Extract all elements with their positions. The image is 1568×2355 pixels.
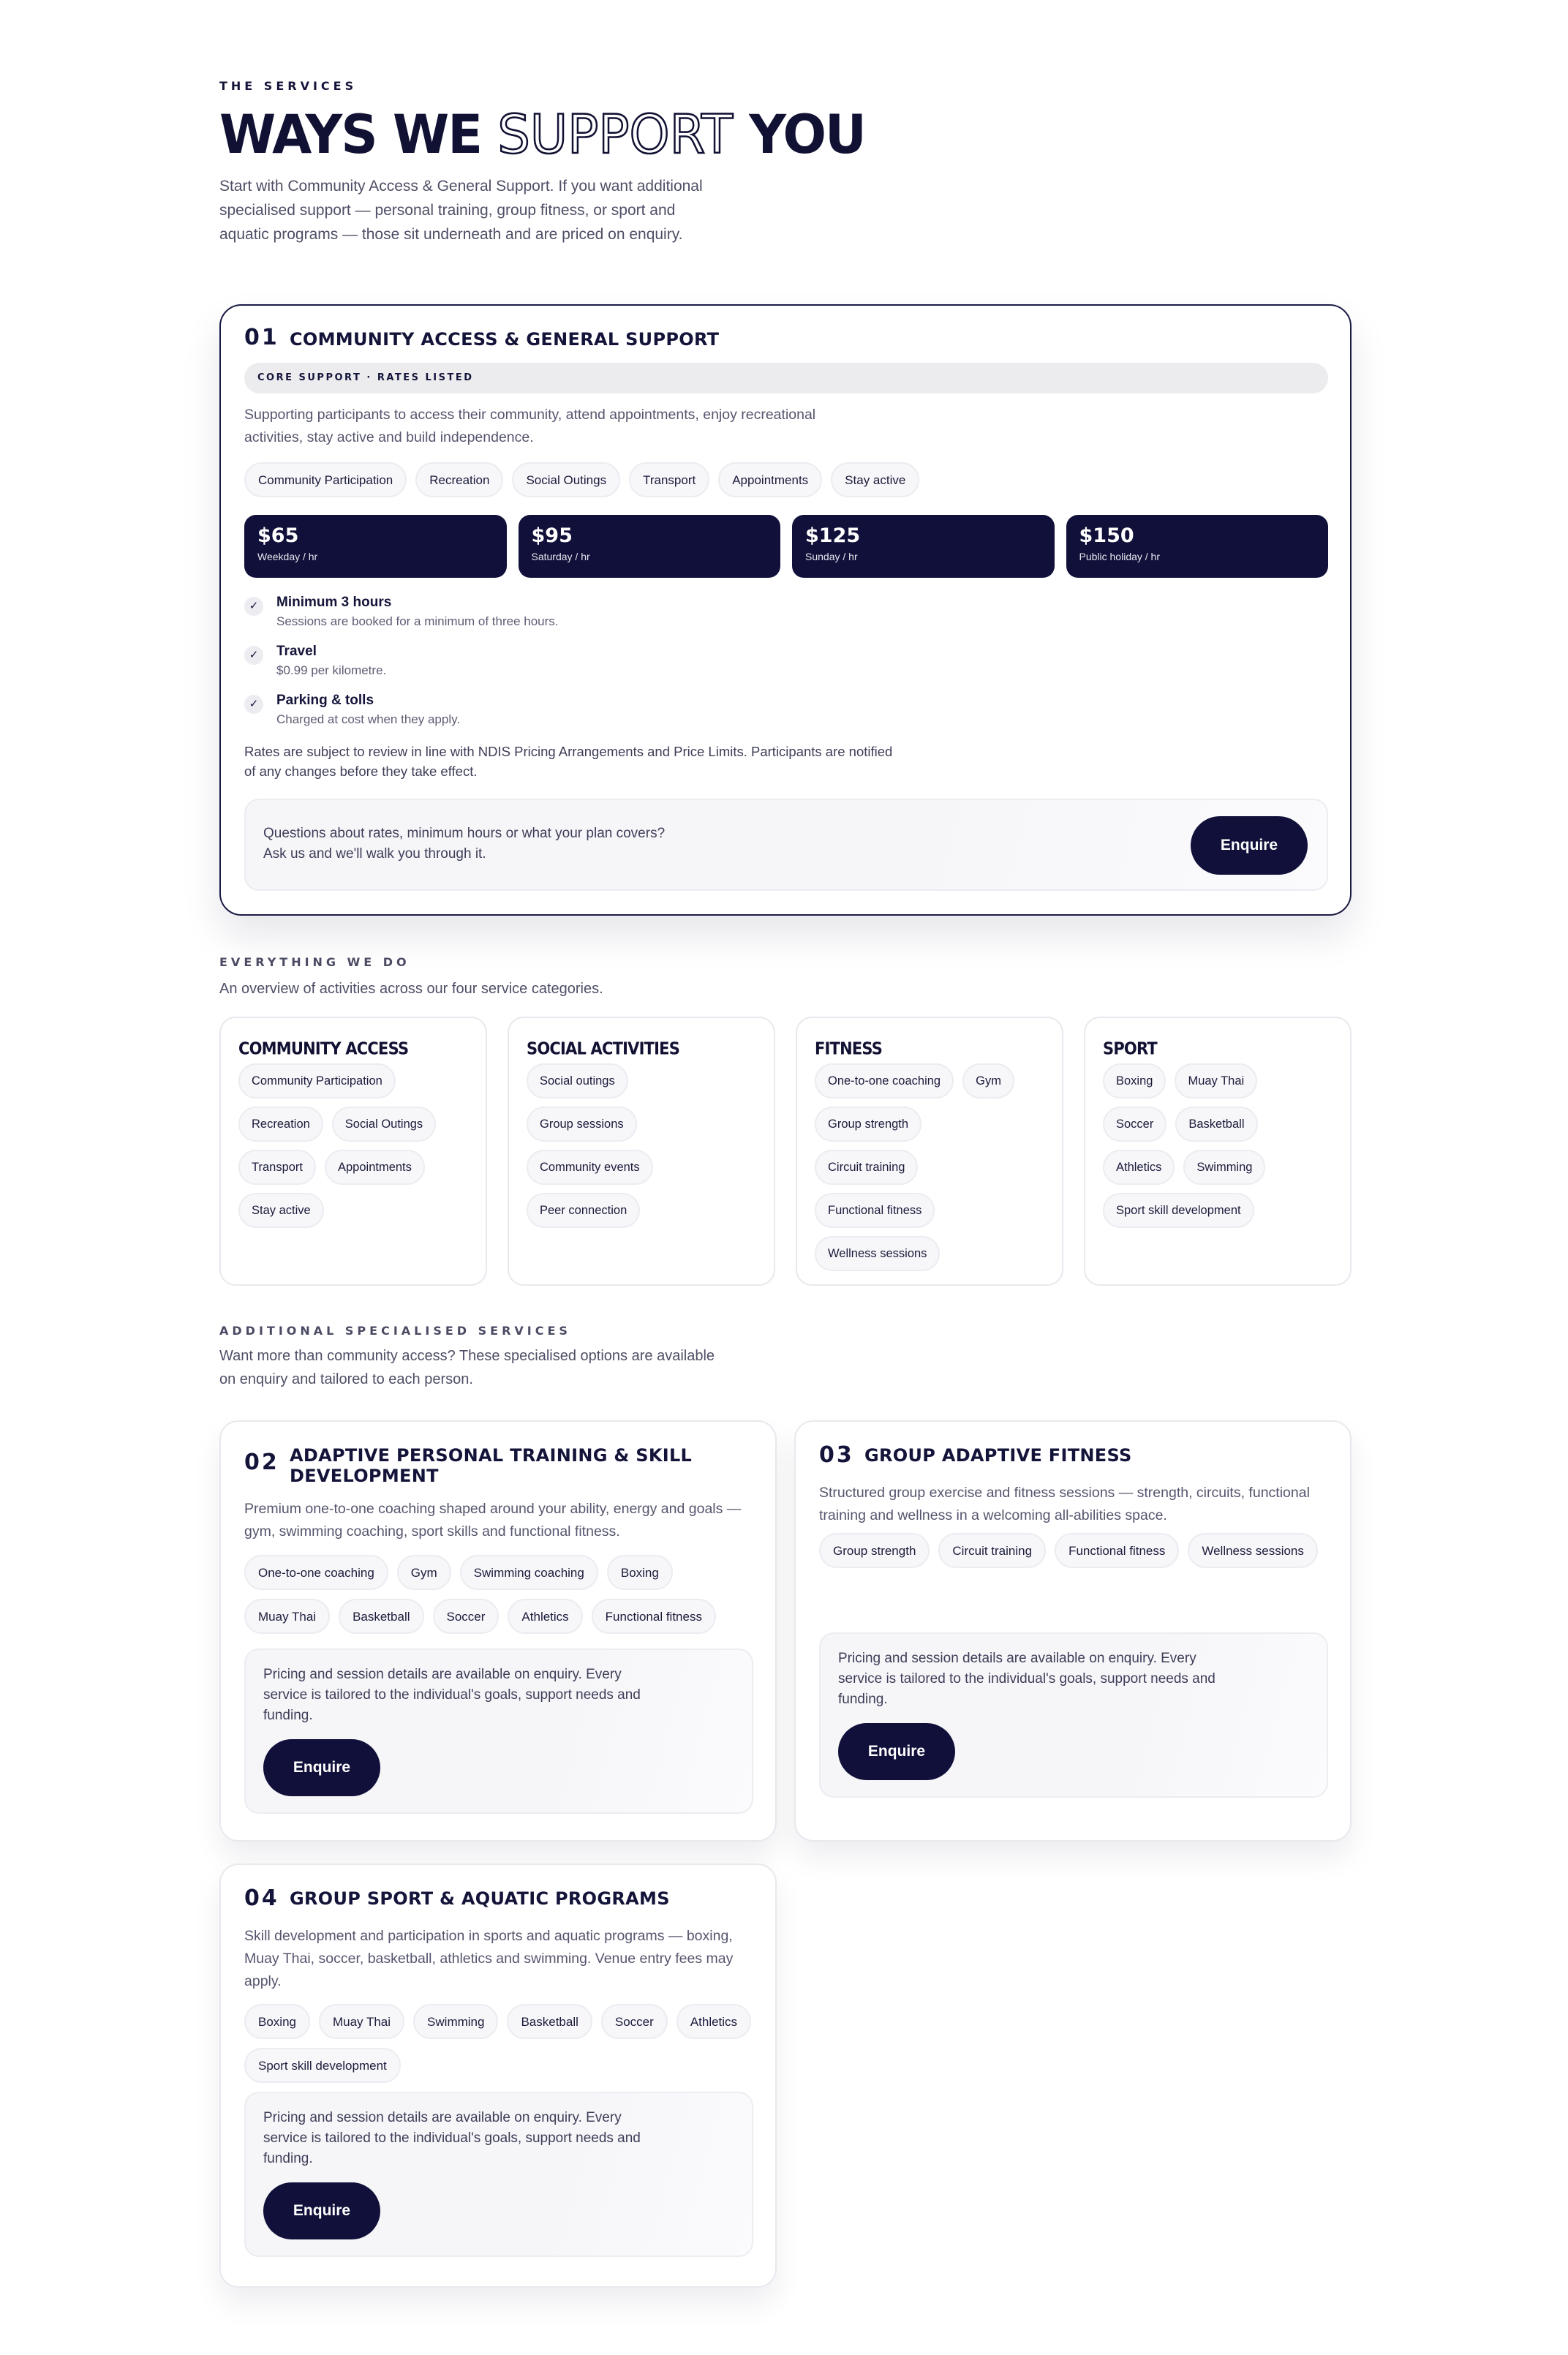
category-card-community-access xyxy=(219,1017,487,1286)
enquire-button[interactable]: Enquire xyxy=(263,1739,380,1796)
check-icon: ✓ xyxy=(244,597,263,616)
tag: Gym xyxy=(397,1555,451,1590)
enquiry-box xyxy=(244,1648,753,1814)
tag: Athletics xyxy=(676,2004,751,2039)
additional-intro: Want more than community access? These specialised options are available on enquiry and tailored to each person. xyxy=(219,1348,715,1387)
rate-tile-saturday xyxy=(519,515,781,578)
card-description: Supporting participants to access their community, attend appointments, enjoy recreational activities, stay active and build independence. xyxy=(244,407,816,445)
category-item: Community Participation xyxy=(238,1063,396,1099)
tag-list xyxy=(819,1533,1331,1568)
rate-tile-weekday xyxy=(244,515,507,578)
tag: Community Participation xyxy=(244,462,407,497)
service-card-personal-training xyxy=(219,1420,777,1842)
conditions-list xyxy=(244,592,559,739)
tag: Transport xyxy=(629,462,709,497)
title-part-outline: SUPPORT xyxy=(497,102,733,167)
category-item: Group strength xyxy=(815,1107,921,1142)
category-items xyxy=(815,1063,1056,1271)
tag-list xyxy=(244,2004,756,2083)
service-card-sport-aquatic xyxy=(219,1864,777,2288)
tag: Wellness sessions xyxy=(1188,1533,1318,1568)
category-title: FITNESS xyxy=(815,1039,883,1059)
tag: Muay Thai xyxy=(319,2004,404,2039)
category-card-fitness xyxy=(796,1017,1063,1286)
tag-list xyxy=(244,462,1268,497)
tag: Group strength xyxy=(819,1533,930,1568)
category-items xyxy=(527,1063,768,1228)
tag-list xyxy=(244,1555,756,1634)
enquiry-box xyxy=(819,1632,1328,1798)
rate-label: Public holiday / hr xyxy=(1079,551,1161,562)
category-card-social-activities xyxy=(508,1017,775,1286)
tag: Boxing xyxy=(607,1555,673,1590)
card-number: 03 xyxy=(819,1442,854,1468)
tag: Muay Thai xyxy=(244,1599,330,1634)
rate-label: Sunday / hr xyxy=(805,551,858,562)
category-item: Transport xyxy=(238,1150,316,1185)
category-item: Wellness sessions xyxy=(815,1236,940,1271)
category-items xyxy=(238,1063,480,1228)
overview-intro: An overview of activities across our four service categories. xyxy=(219,981,603,997)
section-intro: Start with Community Access & General Support. If you want additional specialised support — personal training, group fitness, or sport and aquatic programs — those sit underneath and are priced on enquiry. xyxy=(219,178,703,243)
condition-item xyxy=(244,690,559,739)
service-card-group-fitness xyxy=(794,1420,1352,1842)
tag: Basketball xyxy=(507,2004,592,2039)
category-title: COMMUNITY ACCESS xyxy=(238,1039,409,1059)
category-item: Social Outings xyxy=(332,1107,436,1142)
tag: Soccer xyxy=(601,2004,668,2039)
condition-item xyxy=(244,641,559,690)
rate-price: $65 xyxy=(257,524,299,547)
tag: Social Outings xyxy=(512,462,620,497)
tag: Sport skill development xyxy=(244,2048,401,2083)
rate-label: Saturday / hr xyxy=(531,551,590,562)
card-title: COMMUNITY ACCESS & GENERAL SUPPORT xyxy=(290,329,720,350)
condition-detail: Charged at cost when they apply. xyxy=(276,712,461,726)
category-title: SPORT xyxy=(1103,1039,1157,1059)
tag: Stay active xyxy=(831,462,919,497)
category-item: Basketball xyxy=(1175,1107,1257,1142)
category-item: One-to-one coaching xyxy=(815,1063,954,1099)
check-icon: ✓ xyxy=(244,695,263,714)
card-number: 04 xyxy=(244,1885,279,1911)
card-number: 02 xyxy=(244,1450,279,1475)
rate-tile-sunday xyxy=(792,515,1055,578)
pricing-text: Pricing and session details are available on enquiry. Every service is tailored to the individual's goals, support needs and funding. xyxy=(838,1651,1215,1707)
category-card-sport xyxy=(1084,1017,1352,1286)
category-item: Boxing xyxy=(1103,1063,1166,1099)
check-icon: ✓ xyxy=(244,646,263,665)
rate-tile-public-holiday xyxy=(1066,515,1329,578)
category-item: Circuit training xyxy=(815,1150,918,1185)
tag: Recreation xyxy=(415,462,503,497)
condition-detail: $0.99 per kilometre. xyxy=(276,663,387,677)
category-item: Stay active xyxy=(238,1193,324,1228)
pricing-text: Pricing and session details are available on enquiry. Every service is tailored to the individual's goals, support needs and funding. xyxy=(263,2110,641,2166)
tag: Appointments xyxy=(718,462,822,497)
pricing-text: Pricing and session details are available on enquiry. Every service is tailored to the individual's goals, support needs and funding. xyxy=(263,1667,641,1723)
page-title xyxy=(219,102,865,167)
rates-ribbon: CORE SUPPORT · RATES LISTED xyxy=(244,363,1328,393)
category-title: SOCIAL ACTIVITIES xyxy=(527,1039,680,1059)
category-item: Recreation xyxy=(238,1107,323,1142)
tag: One-to-one coaching xyxy=(244,1555,388,1590)
rate-price: $95 xyxy=(531,524,573,547)
category-item: Soccer xyxy=(1103,1107,1166,1142)
category-item: Muay Thai xyxy=(1175,1063,1257,1099)
card-number: 01 xyxy=(244,325,279,350)
title-part-3: YOU xyxy=(732,102,865,167)
enquiry-box xyxy=(244,799,1328,891)
card-title: GROUP ADAPTIVE FITNESS xyxy=(864,1445,1132,1466)
category-item: Community events xyxy=(527,1150,653,1185)
tag: Swimming coaching xyxy=(460,1555,598,1590)
category-item: Functional fitness xyxy=(815,1193,935,1228)
enquire-button[interactable]: Enquire xyxy=(263,2182,380,2239)
enquire-button[interactable]: Enquire xyxy=(838,1723,955,1780)
tag: Soccer xyxy=(433,1599,500,1634)
rates-note: Rates are subject to review in line with NDIS Pricing Arrangements and Price Limits. Participants are notified of any changes before they take effect. xyxy=(244,744,893,779)
condition-title: Minimum 3 hours xyxy=(276,595,392,610)
category-item: Sport skill development xyxy=(1103,1193,1254,1228)
card-description: Structured group exercise and fitness sessions — strength, circuits, functional training and wellness in a welcoming all-abilities space. xyxy=(819,1485,1310,1523)
rate-price: $150 xyxy=(1079,524,1134,547)
tag: Boxing xyxy=(244,2004,310,2039)
condition-detail: Sessions are booked for a minimum of three hours. xyxy=(276,614,559,628)
tag: Functional fitness xyxy=(1055,1533,1179,1568)
title-part-1: WAYS WE xyxy=(219,102,498,167)
category-item: Swimming xyxy=(1183,1150,1265,1185)
tag: Swimming xyxy=(413,2004,498,2039)
section-eyebrow: THE SERVICES xyxy=(219,79,358,93)
rate-label: Weekday / hr xyxy=(257,551,318,562)
core-support-card xyxy=(219,304,1352,916)
category-item: Peer connection xyxy=(527,1193,640,1228)
rate-grid xyxy=(244,515,1328,578)
tag: Functional fitness xyxy=(592,1599,716,1634)
tag: Basketball xyxy=(339,1599,423,1634)
category-item: Gym xyxy=(962,1063,1014,1099)
condition-title: Parking & tolls xyxy=(276,693,374,708)
enquiry-text: Questions about rates, minimum hours or what your plan covers? Ask us and we'll walk you through it. xyxy=(263,826,666,862)
enquiry-box xyxy=(244,2092,753,2257)
category-item: Athletics xyxy=(1103,1150,1175,1185)
additional-eyebrow: ADDITIONAL SPECIALISED SERVICES xyxy=(219,1324,571,1338)
card-description: Premium one-to-one coaching shaped around your ability, energy and goals — gym, swimming coaching, sport skills and functional fitness. xyxy=(244,1501,742,1540)
category-item: Group sessions xyxy=(527,1107,637,1142)
tag: Athletics xyxy=(508,1599,582,1634)
overview-eyebrow: EVERYTHING WE DO xyxy=(219,955,410,969)
condition-title: Travel xyxy=(276,644,317,659)
category-item: Appointments xyxy=(325,1150,425,1185)
card-title: GROUP SPORT & AQUATIC PROGRAMS xyxy=(290,1888,670,1909)
condition-item xyxy=(244,592,559,641)
category-items xyxy=(1103,1063,1344,1228)
enquire-button[interactable]: Enquire xyxy=(1191,816,1308,875)
category-item: Social outings xyxy=(527,1063,628,1099)
card-title: ADAPTIVE PERSONAL TRAINING & SKILL DEVELOPMENT xyxy=(290,1445,693,1486)
rate-price: $125 xyxy=(805,524,861,547)
tag: Circuit training xyxy=(938,1533,1046,1568)
card-description: Skill development and participation in sports and aquatic programs — boxing, Muay Thai, soccer, basketball, athletics and swimming. Venue entry fees may apply. xyxy=(244,1928,734,1989)
